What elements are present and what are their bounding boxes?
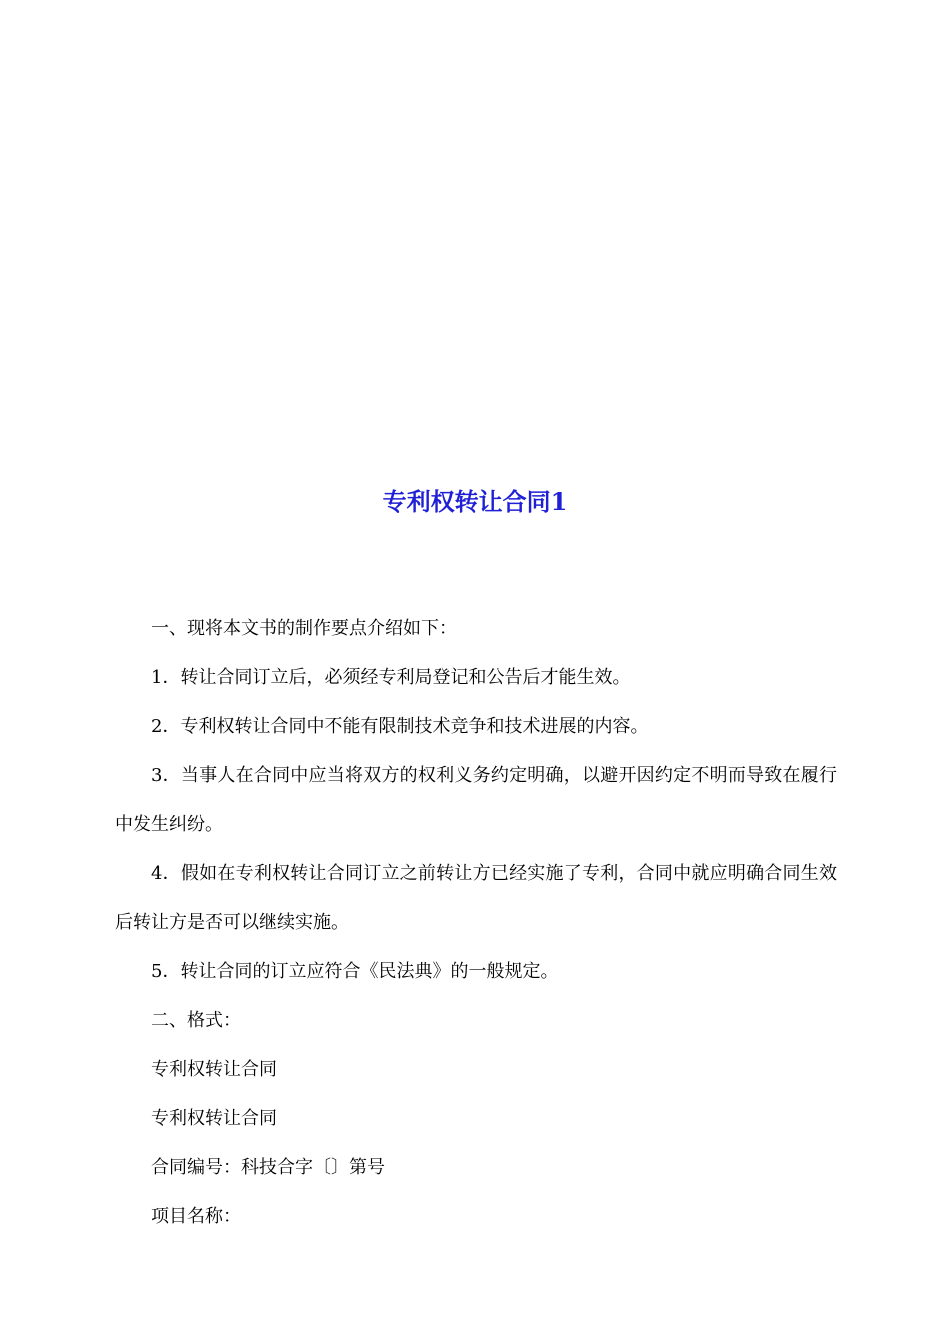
paragraph-point-2: 2．专利权转让合同中不能有限制技术竞争和技术进展的内容。	[151, 716, 649, 737]
paragraph-contract-title-1: 专利权转让合同	[151, 1059, 277, 1080]
document-body	[115, 604, 837, 1241]
paragraph-contract-title-2: 专利权转让合同	[151, 1108, 277, 1129]
paragraph-contract-number: 合同编号：科技合字〔〕第号	[151, 1157, 385, 1178]
paragraph-point-3: 3．当事人在合同中应当将双方的权利义务约定明确，以避开因约定不明而导致在履行中发生纠纷。	[115, 765, 837, 835]
paragraph-format-heading: 二、格式：	[151, 1010, 241, 1031]
paragraph-point-1: 1．转让合同订立后，必须经专利局登记和公告后才能生效。	[151, 667, 631, 688]
paragraph-intro: 一、现将本文书的制作要点介绍如下：	[151, 618, 457, 639]
paragraph-point-5: 5．转让合同的订立应符合《民法典》的一般规定。	[151, 961, 559, 982]
paragraph-project-name: 项目名称：	[151, 1206, 241, 1227]
document-title: 专利权转让合同1	[382, 487, 568, 516]
paragraph-point-4: 4．假如在专利权转让合同订立之前转让方已经实施了专利，合同中就应明确合同生效后转让方是否可以继续实施。	[115, 863, 837, 933]
